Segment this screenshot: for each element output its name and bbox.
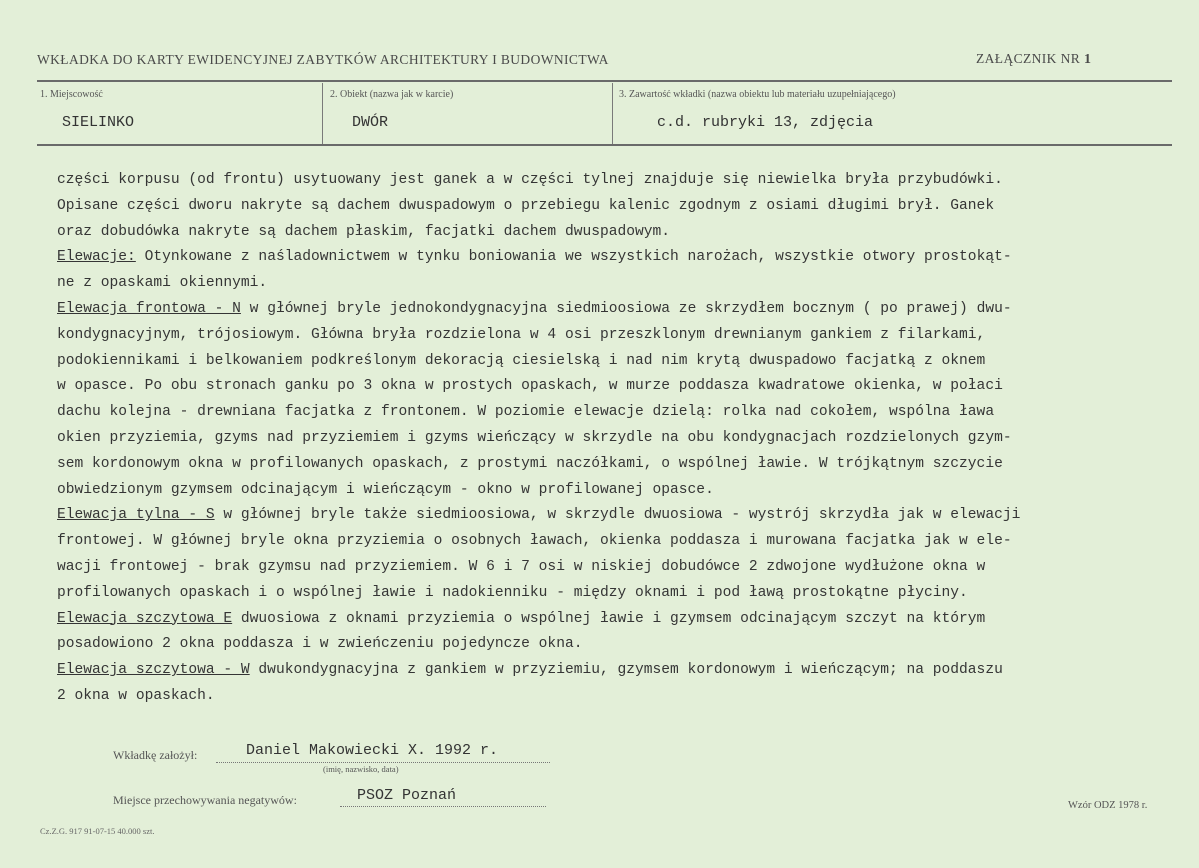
text-segment: dwuosiowa z oknami przyziemia o wspólnej ławie i gzymsem odcinającym szczyt na którym <box>232 610 986 627</box>
text-line <box>57 452 1172 478</box>
field-location-label: 1. Miejscowość <box>40 89 103 100</box>
text-line <box>57 426 1172 452</box>
storage-dotted-line <box>340 806 546 807</box>
text-line <box>57 581 1172 607</box>
text-segment: oraz dobudówka nakryte są dachem płaskim, facjatki dachem dwuspadowym. <box>57 223 671 240</box>
header-top-rule <box>37 80 1172 82</box>
text-segment: okien przyziemia, gzyms nad przyziemiem i gzyms wieńczący w skrzydle na obu kondygnacjach rozdzielonych gzym- <box>57 429 1012 446</box>
text-line <box>57 503 1172 529</box>
text-segment: posadowiono 2 okna poddasza i w zwieńczeniu pojedyncze okna. <box>57 636 583 653</box>
attachment-number-value: 1 <box>1083 52 1092 67</box>
text-segment: w głównej bryle także siedmioosiowa, w skrzydle dwuosiowa - wystrój skrzydła jak w elewacji <box>214 507 1021 524</box>
section-heading: Elewacja szczytowa - W <box>57 662 250 679</box>
text-line <box>57 297 1172 323</box>
form-version: Wzór ODZ 1978 r. <box>1068 800 1148 811</box>
description-text <box>57 168 1172 710</box>
field-separator <box>612 83 613 144</box>
text-line <box>57 168 1172 194</box>
text-segment: frontowej. W głównej bryle okna przyziemia o osobnych ławach, okienka poddasza i murowana facjatka jak w ele- <box>57 533 1012 550</box>
text-line <box>57 271 1172 297</box>
print-info: Cz.Z.G. 917 91-07-15 40.000 szt. <box>40 826 155 836</box>
text-segment: Opisane części dworu nakryte są dachem dwuspadowym o przebiegu kalenic zgodnym z osiami długimi brył. Ganek <box>57 197 995 214</box>
text-line <box>57 194 1172 220</box>
text-segment: w głównej bryle jednokondygnacyjna siedmioosiowa ze skrzydłem bocznym ( po prawej) dwu- <box>240 300 1012 317</box>
text-segment: w opasce. Po obu stronach ganku po 3 okna w prostych opaskach, w murze poddasza kwadratowe okienka, w połaci <box>57 378 1003 395</box>
text-line <box>57 632 1172 658</box>
field-object-value: DWÓR <box>352 114 389 131</box>
text-line <box>57 684 1172 710</box>
attachment-label: ZAŁĄCZNIK NR <box>976 51 1081 66</box>
author-value: Daniel Makowiecki X. 1992 r. <box>246 742 499 759</box>
text-segment: części korpusu (od frontu) usytuowany jest ganek a w części tylnej znajduje się niewielka bryła przybudówki. <box>57 172 1003 188</box>
text-segment: kondygnacyjnym, trójosiowym. Główna bryła rozdzielona w 4 osi przeszklonym drewnianym gankiem z filarkami, <box>57 326 986 343</box>
text-segment: profilowanych opaskach i o wspólnej ławie i nadokienniku - między oknami i pod ławą prostokątne płyciny. <box>57 584 968 601</box>
storage-label: Miejsce przechowywania negatywów: <box>113 793 297 807</box>
section-heading: Elewacja frontowa - N <box>57 300 241 317</box>
text-line <box>57 478 1172 504</box>
text-line <box>57 323 1172 349</box>
text-line <box>57 658 1172 684</box>
section-heading: Elewacja szczytowa E <box>57 610 233 627</box>
text-line <box>57 349 1172 375</box>
field-separator <box>322 83 323 144</box>
text-segment: dachu kolejna - drewniana facjatka z frontonem. W poziomie elewacje dzielą: rolka nad cokołem, wspólna ława <box>57 404 995 421</box>
section-heading: Elewacja tylna - S <box>57 507 215 524</box>
field-object-label: 2. Obiekt (nazwa jak w karcie) <box>330 89 454 100</box>
text-line <box>57 374 1172 400</box>
text-line <box>57 220 1172 246</box>
text-segment: 2 okna w opaskach. <box>57 687 215 704</box>
text-segment: wacji frontowej - brak gzymsu nad przyziemiem. W 6 i 7 osi w niskiej dobudówce 2 zdwojone wydłużone okna w <box>57 558 986 575</box>
header-bottom-rule <box>37 144 1172 146</box>
text-line <box>57 400 1172 426</box>
section-heading: Elewacje: <box>57 249 136 266</box>
text-line <box>57 245 1172 271</box>
text-line <box>57 607 1172 633</box>
author-label: Wkładkę założył: <box>113 748 198 762</box>
text-segment: Otynkowane z naśladownictwem w tynku boniowania we wszystkich narożach, wszystkie otwory prostokąt- <box>135 249 1012 266</box>
attachment-number <box>976 51 1091 68</box>
storage-value: PSOZ Poznań <box>357 787 457 804</box>
text-line <box>57 529 1172 555</box>
text-segment: ne z opaskami okiennymi. <box>57 275 268 292</box>
field-content-value: c.d. rubryki 13, zdjęcia <box>657 114 874 131</box>
field-location-value: SIELINKO <box>62 114 135 131</box>
text-segment: podokiennikami i belkowaniem podkreślonym dekoracją ciesielską i nad nim krytą dwuspadowo facjatką z oknem <box>57 352 986 369</box>
text-segment: obwiedzionym gzymsem odcinającym i wieńczącym - okno w profilowanej opasce. <box>57 481 714 498</box>
field-content-label: 3. Zawartość wkładki (nazwa obiektu lub materiału uzupełniającego) <box>619 89 896 100</box>
text-segment: sem kordonowym okna w profilowanych opaskach, z prostymi naczółkami, o wspólnej ławie. W trójkątnym szczycie <box>57 455 1003 472</box>
text-line <box>57 555 1172 581</box>
text-segment: dwukondygnacyjna z gankiem w przyziemiu, gzymsem kordonowym i wieńczącym; na poddaszu <box>249 662 1003 679</box>
author-caption: (imię, nazwisko, data) <box>323 764 399 774</box>
form-title: WKŁADKA DO KARTY EWIDENCYJNEJ ZABYTKÓW ARCHITEKTURY I BUDOWNICTWA <box>37 52 609 67</box>
author-dotted-line <box>216 762 550 763</box>
